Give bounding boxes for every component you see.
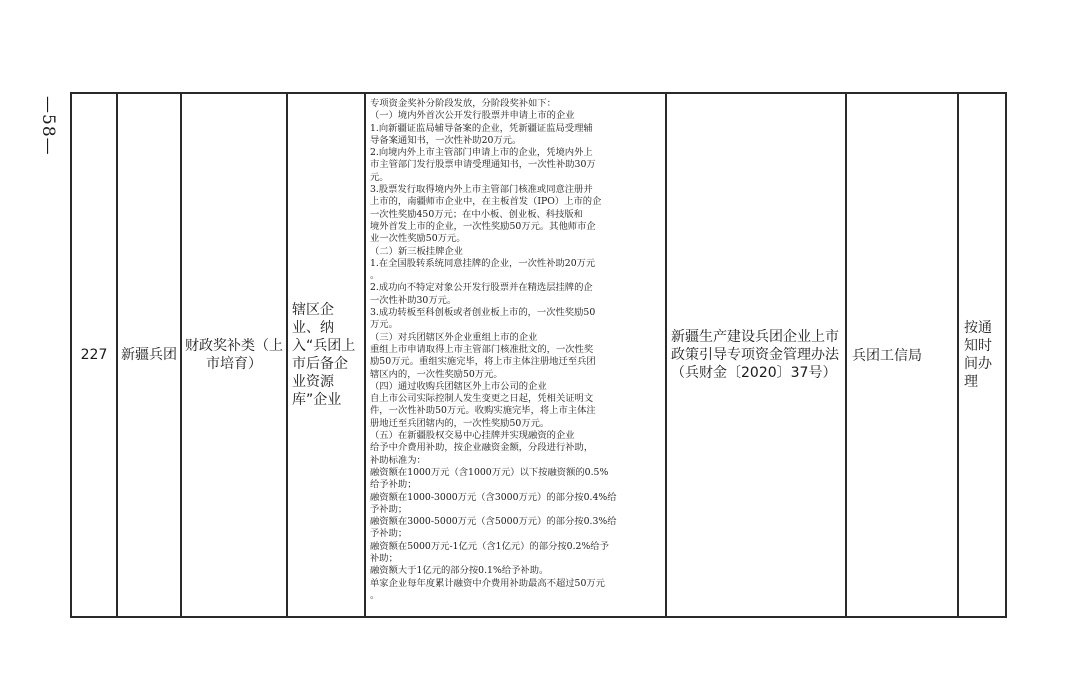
- standard-line: 件，一次性补助50万元。收购实施完毕，将上市主体注: [370, 405, 596, 417]
- standard-cell: [365, 93, 666, 617]
- standard-line: 2.向境内外上市主管部门申请上市的企业，凭境内外上: [370, 147, 593, 159]
- timing-cell: 按通知时间办理: [958, 93, 1006, 617]
- page-number: —58—: [38, 96, 58, 156]
- standard-line: 市主管部门发行股票申请受理通知书，一次性补助30万: [370, 159, 596, 171]
- policy-table: [70, 92, 1007, 618]
- policy-document-cell: 新疆生产建设兵团企业上市政策引导专项资金管理办法（兵财金〔2020〕37号）: [666, 93, 846, 617]
- standard-line: 业一次性奖励50万元。: [370, 233, 466, 245]
- standard-line: （三）对兵团辖区外企业重组上市的企业: [370, 331, 538, 343]
- standard-line: 给予补助；: [370, 479, 417, 491]
- standard-line: 。: [370, 270, 380, 282]
- standard-line: 境外首发上市的企业，一次性奖励50万元。其他师市企: [370, 220, 596, 232]
- standard-line: 辖区内的，一次性奖励50万元。: [370, 368, 503, 380]
- standard-line: （四）通过收购兵团辖区外上市公司的企业: [370, 380, 547, 392]
- standard-text: [370, 98, 661, 602]
- standard-line: 励50万元。重组实施完毕，将上市主体注册地迁至兵团: [370, 356, 596, 368]
- standard-line: 融资额在5000万元-1亿元（含1亿元）的部分按0.2%给予: [370, 540, 609, 552]
- standard-line: 上市的，南疆师市企业中，在主板首发（IPO）上市的企: [370, 196, 602, 208]
- standard-line: 册地迁至兵团辖内的，一次性奖励50万元。: [370, 417, 550, 429]
- standard-line: 万元。: [370, 319, 398, 331]
- standard-line: 一次性奖励450万元；在中小板、创业板、科技版和: [370, 208, 583, 220]
- standard-line: 予补助；: [370, 528, 408, 540]
- standard-line: 专项资金奖补分阶段发放，分阶段奖补如下：: [370, 98, 556, 109]
- row-number-cell: 227: [71, 93, 117, 617]
- standard-line: 补助标准为：: [370, 454, 426, 466]
- category-cell: 财政奖补类（上市培育）: [181, 93, 287, 617]
- standard-line: 予补助；: [370, 503, 408, 515]
- standard-line: 自上市公司实际控制人发生变更之日起，凭相关证明文: [370, 393, 594, 405]
- standard-line: 3.成功转板至科创板或者创业板上市的，一次性奖励50: [370, 307, 596, 319]
- standard-line: 。: [370, 589, 380, 601]
- standard-line: 融资额在1000-3000万元（含3000万元）的部分按0.4%给: [370, 491, 617, 503]
- standard-line: 补助；: [370, 552, 398, 564]
- standard-line: （二）新三板挂牌企业: [370, 245, 463, 257]
- standard-line: 1.向新疆证监局辅导备案的企业，凭新疆证监局受理辅: [370, 122, 593, 134]
- standard-line: 一次性补助30万元。: [370, 294, 457, 306]
- standard-line: 融资额在1000万元（含1000万元）以下按融资额的0.5%: [370, 466, 609, 478]
- standard-line: 导备案通知书，一次性补助20万元。: [370, 134, 522, 146]
- table-row: [71, 93, 1006, 617]
- target-cell: 辖区企业、纳入“兵团上市后备企业资源库”企业: [287, 93, 365, 617]
- standard-line: 单家企业每年度累计融资中介费用补助最高不超过50万元: [370, 577, 605, 589]
- standard-line: 给予中介费用补助，按企业融资金额，分段进行补助，: [370, 442, 594, 454]
- standard-line: 融资额在3000-5000万元（含5000万元）的部分按0.3%给: [370, 516, 617, 528]
- standard-line: 元。: [370, 171, 389, 183]
- standard-line: （一）境内外首次公开发行股票并申请上市的企业: [370, 110, 575, 122]
- standard-line: （五）在新疆股权交易中心挂牌并实现融资的企业: [370, 430, 575, 442]
- department-cell: 兵团工信局: [846, 93, 958, 617]
- region-cell: 新疆兵团: [117, 93, 181, 617]
- standard-line: 1.在全国股转系统同意挂牌的企业，一次性补助20万元: [370, 257, 596, 269]
- standard-line: 融资额大于1亿元的部分按0.1%给予补助。: [370, 565, 549, 577]
- standard-line: 2.成功向不特定对象公开发行股票并在精选层挂牌的企: [370, 282, 593, 294]
- standard-line: 重组上市申请取得上市主管部门核准批文的，一次性奖: [370, 343, 594, 355]
- standard-line: 3.股票发行取得境内外上市主管部门核准或同意注册并: [370, 184, 593, 196]
